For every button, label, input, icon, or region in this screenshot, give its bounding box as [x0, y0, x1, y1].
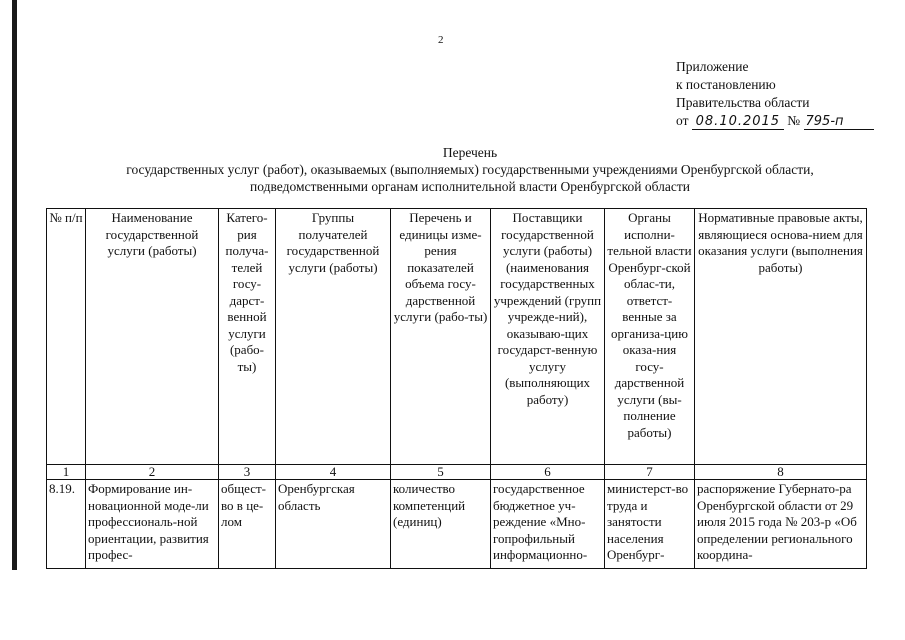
table-header-row [47, 209, 867, 465]
title-line-2: государственных услуг (работ), оказываемых (выполняемых) государственными учреждениями Оренбургской области, [126, 162, 814, 177]
column-number-cell: 2 [86, 465, 219, 480]
header-cell: Катего-рия получа-телей госу-дарст-венной услуги (рабо-ты) [219, 209, 276, 465]
page-cutoff [0, 570, 905, 640]
title-line-3: подведомственными органам исполнительной власти Оренбургской области [250, 179, 690, 194]
handwritten-number: 795-п [804, 115, 874, 130]
from-label: от [676, 113, 689, 128]
services-table [46, 208, 867, 569]
table-cell: 8.19. [47, 480, 86, 569]
header-cell: Наименование государственной услуги (работы) [86, 209, 219, 465]
table-row [47, 480, 867, 569]
title-line-1: Перечень [442, 145, 498, 160]
appendix-date-line [676, 112, 874, 130]
column-number-cell: 3 [219, 465, 276, 480]
table-cell: Формирование ин-новационной моде-ли профессиональ-ной ориентации, развития профес- [86, 480, 219, 569]
appendix-line-3: Правительства области [676, 95, 810, 110]
column-number-row [47, 465, 867, 480]
table-cell: государственное бюджетное уч-реждение «Мно-гопрофильный информационно- [491, 480, 605, 569]
column-number-cell: 8 [695, 465, 867, 480]
header-cell: Перечень и единицы изме-рения показателей объема госу-дарственной услуги (рабо-ты) [391, 209, 491, 465]
handwritten-date: 08.10.2015 [692, 115, 784, 130]
column-number-cell: 7 [605, 465, 695, 480]
column-number-cell: 5 [391, 465, 491, 480]
table-cell: общест-во в це-лом [219, 480, 276, 569]
header-cell: № п/п [47, 209, 86, 465]
column-number-cell: 1 [47, 465, 86, 480]
table-cell: министерст-во труда и занятости населения Оренбург- [605, 480, 695, 569]
appendix-line-1: Приложение [676, 59, 749, 74]
table-cell: Оренбургская область [276, 480, 391, 569]
table-cell: распоряжение Губернато-ра Оренбургской области от 29 июля 2015 года № 203-р «Об определении регионального координа- [695, 480, 867, 569]
document-title [40, 144, 900, 195]
table-cell: количество компетенций (единиц) [391, 480, 491, 569]
number-label: № [787, 113, 801, 128]
header-cell: Поставщики государственной услуги (работы) (наименования государственных учреждений (групп учрежде-ний), оказываю-щих государст-венную услугу (выполняющих работу) [491, 209, 605, 465]
appendix-line-2: к постановлению [676, 77, 776, 92]
header-cell: Нормативные правовые акты, являющиеся основа-нием для оказания услуги (выполнения работы) [695, 209, 867, 465]
scan-edge-bar [12, 0, 17, 640]
header-cell: Группы получателей государственной услуги (работы) [276, 209, 391, 465]
appendix-block [676, 58, 874, 130]
column-number-cell: 6 [491, 465, 605, 480]
header-cell: Органы исполни-тельной власти Оренбург-ской облас-ти, ответст-венные за организа-цию оказа-ния госу-дарственной услуги (вы-полнение работы) [605, 209, 695, 465]
column-number-cell: 4 [276, 465, 391, 480]
page-number: 2 [438, 34, 444, 46]
